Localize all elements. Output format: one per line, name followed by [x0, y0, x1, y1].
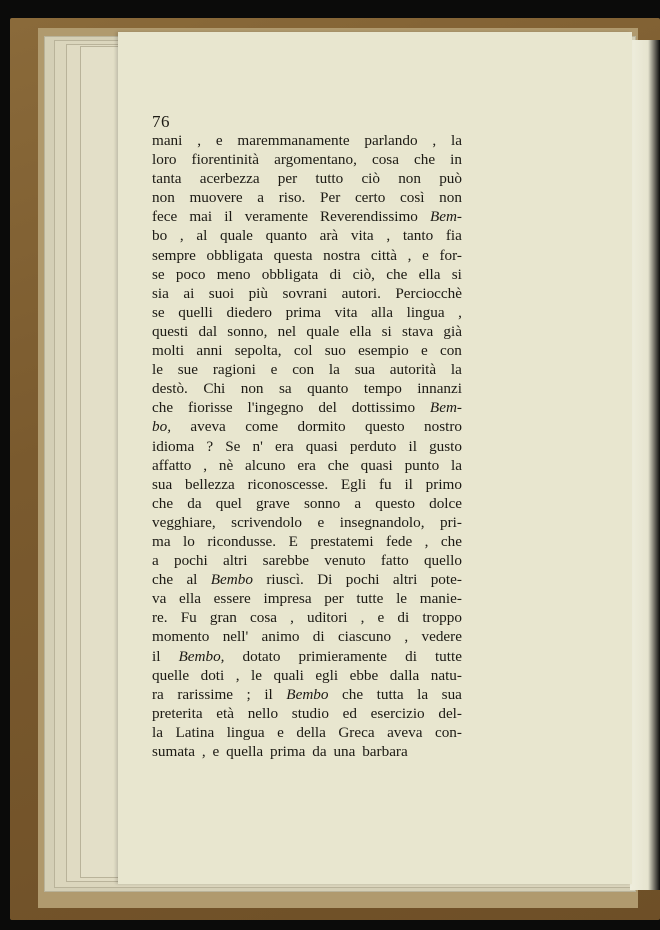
text-line: affatto , nè alcuno era che quasi punto la — [152, 456, 462, 474]
text-line: sia ai suoi più sovrani autori. Perciocchè — [152, 284, 462, 302]
page-number: 76 — [152, 112, 170, 131]
page-text — [152, 114, 462, 761]
text-line: il Bembo, dotato primieramente di tutte — [152, 647, 462, 665]
text-line: bo, aveva come dormito questo nostro — [152, 418, 462, 436]
text-line: mani , e maremmanamente parlando , la — [152, 132, 462, 149]
text-line: fece mai il veramente Reverendissimo Bem- — [152, 208, 462, 226]
text-line: non muovere a riso. Per certo così non — [152, 189, 462, 207]
text-line: molti anni sepolta, col suo esempio e con — [152, 342, 462, 360]
text-line: sempre obbligata questa nostra città , e for- — [152, 246, 462, 264]
text-lines — [152, 131, 462, 761]
text-line: se quelli diedero prima vita alla lingua , — [152, 303, 462, 321]
text-line: a pochi altri sarebbe venuto fatto quello — [152, 552, 462, 570]
text-line: quelle doti , le quali egli ebbe dalla natu- — [152, 666, 462, 684]
text-line: idioma ? Se n' era quasi perduto il gusto — [152, 437, 462, 455]
text-line: loro fiorentinità argomentano, cosa che in — [152, 151, 462, 169]
facing-page-edge — [630, 40, 660, 890]
text-line: re. Fu gran cosa , uditori , e di troppo — [152, 609, 462, 627]
text-line: destò. Chi non sa quanto tempo innanzi — [152, 380, 462, 398]
text-line: sumata , e quella prima da una barbara — [152, 743, 408, 760]
text-line: momento nell' animo di ciascuno , vedere — [152, 628, 462, 646]
text-line: questi dal sonno, nel quale ella si stava già — [152, 322, 462, 340]
text-line: se poco meno obbligata di ciò, che ella si — [152, 265, 462, 283]
text-line: vegghiare, scrivendolo e insegnandolo, pri- — [152, 513, 462, 531]
text-line: tanta acerbezza per tutto ciò non può — [152, 170, 462, 188]
text-line: che fiorisse l'ingegno del dottissimo Bem- — [152, 399, 462, 417]
text-line: la Latina lingua e della Greca aveva con- — [152, 723, 462, 741]
text-line: preterita età nello studio ed esercizio del- — [152, 704, 462, 722]
text-line: va ella essere impresa per tutte le manie- — [152, 590, 462, 608]
text-line: ma lo ricondusse. E prestatemi fede , che — [152, 532, 462, 550]
text-line: le sue ragioni e con la sua autorità la — [152, 361, 462, 379]
text-line: bo , al quale quanto arà vita , tanto fia — [152, 227, 462, 245]
text-line: che da quel grave sonno a questo dolce — [152, 494, 462, 512]
text-line: che al Bembo riuscì. Di pochi altri pote- — [152, 571, 462, 589]
text-line: sua bellezza riconoscesse. Egli fu il primo — [152, 475, 462, 493]
text-line: ra rarissime ; il Bembo che tutta la sua — [152, 685, 462, 703]
